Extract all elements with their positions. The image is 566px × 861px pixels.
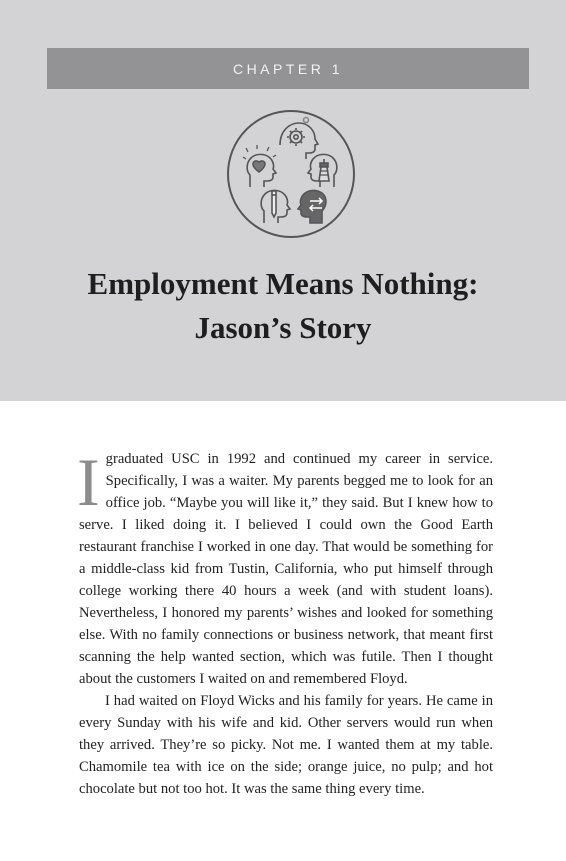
chapter-title-line-2: Jason’s Story bbox=[194, 310, 372, 345]
chapter-emblem bbox=[226, 109, 356, 239]
chapter-label: CHAPTER 1 bbox=[47, 48, 529, 89]
chapter-title-line-1: Employment Means Nothing: bbox=[87, 266, 479, 301]
drop-cap: I bbox=[77, 444, 100, 520]
pencil-head-icon bbox=[261, 190, 290, 223]
chapter-body bbox=[77, 444, 493, 800]
chapter-header-panel bbox=[0, 0, 566, 401]
chapter-title bbox=[40, 262, 526, 350]
gear-head-icon bbox=[280, 118, 318, 160]
arrows-head-icon bbox=[298, 190, 326, 223]
heart-head-icon bbox=[243, 145, 276, 187]
paragraph-2: I had waited on Floyd Wicks and his family for years. He came in every Sunday with his wife and kid. Other servers would run when they arrived. They’re so picky. Not me. I wanted them at my table. Chamomile tea with ice on the side; orange juice, no pulp; and hot chocolate but not too hot. It was the same thing every time. bbox=[79, 693, 493, 797]
lighthouse-head-icon bbox=[308, 154, 337, 187]
paragraph-1 bbox=[77, 444, 493, 690]
paragraph-1-text: graduated USC in 1992 and continued my career in service. Specifically, I was a waiter. My parents begged me to look for an office job. “Maybe you will like it,” they said. But I knew how to serve. I liked doing it. I believed I could own the Good Earth restaurant franchise I worked in one day. That would be something for a middle-class kid from Tustin, California, who put himself through college working there 40 hours a week (and with student loans). Nevertheless, I honored my parents’ wishes and looked for something else. With no family connections or business network, that meant first scanning the help wanted section, which was futile. Then I thought about the customers I waited on and remembered Floyd. bbox=[79, 451, 493, 687]
